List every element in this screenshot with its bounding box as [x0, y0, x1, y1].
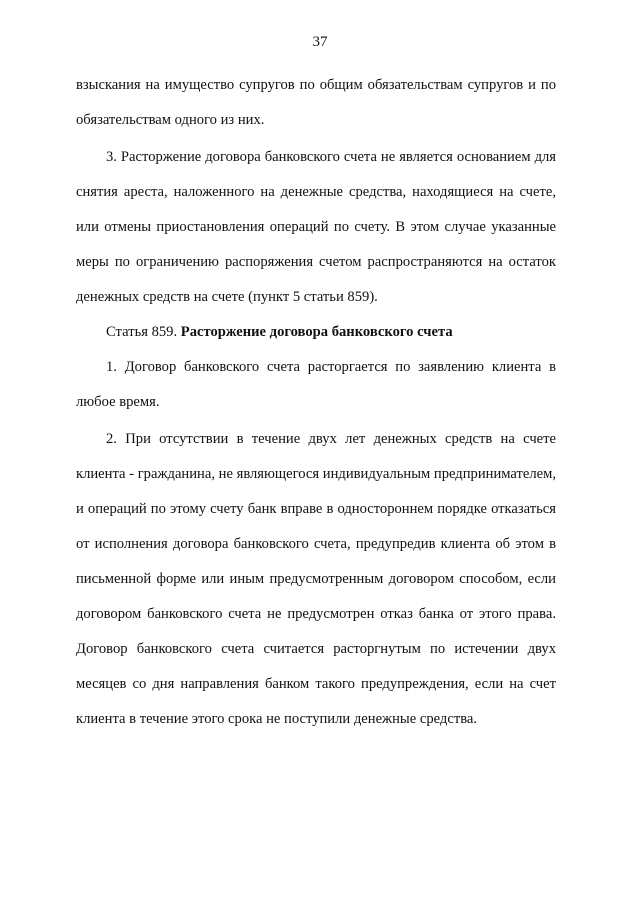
article-heading	[76, 315, 556, 350]
page-number: 37	[312, 34, 328, 50]
article-title: Расторжение договора банковского счета	[180, 324, 453, 340]
paragraph-continuation: взыскания на имущество супругов по общим обязательствам супругов и по обязательствам одного из них.	[76, 77, 556, 128]
paragraph-item-2: 2. При отсутствии в течение двух лет денежных средств на счете клиента - гражданина, не являющегося индивидуальным предпринимателем, и операций по этому счету банк вправе в одностороннем порядке отказаться от исполнения договора банковского счета, предупредив клиента об этом в письменной форме или иным предусмотренным договором способом, если договором банковского счета не предусмотрен отказ банка от этого права. Договор банковского счета считается расторгнутым по истечении двух месяцев со дня направления банком такого предупреждения, если на счет клиента в течение этого срока не поступили денежные средства.	[76, 431, 556, 727]
paragraph-item-3: 3. Расторжение договора банковского счета не является основанием для снятия ареста, наложенного на денежные средства, находящиеся на счете, или отмены приостановления операций по счету. В этом случае указанные меры по ограничению распоряжения счетом распространяются на остаток денежных средств на счете (пункт 5 статьи 859).	[76, 149, 556, 305]
document-body	[76, 68, 556, 737]
article-number: Статья 859.	[106, 324, 178, 340]
paragraph-item-1: 1. Договор банковского счета расторгается по заявлению клиента в любое время.	[76, 359, 556, 410]
